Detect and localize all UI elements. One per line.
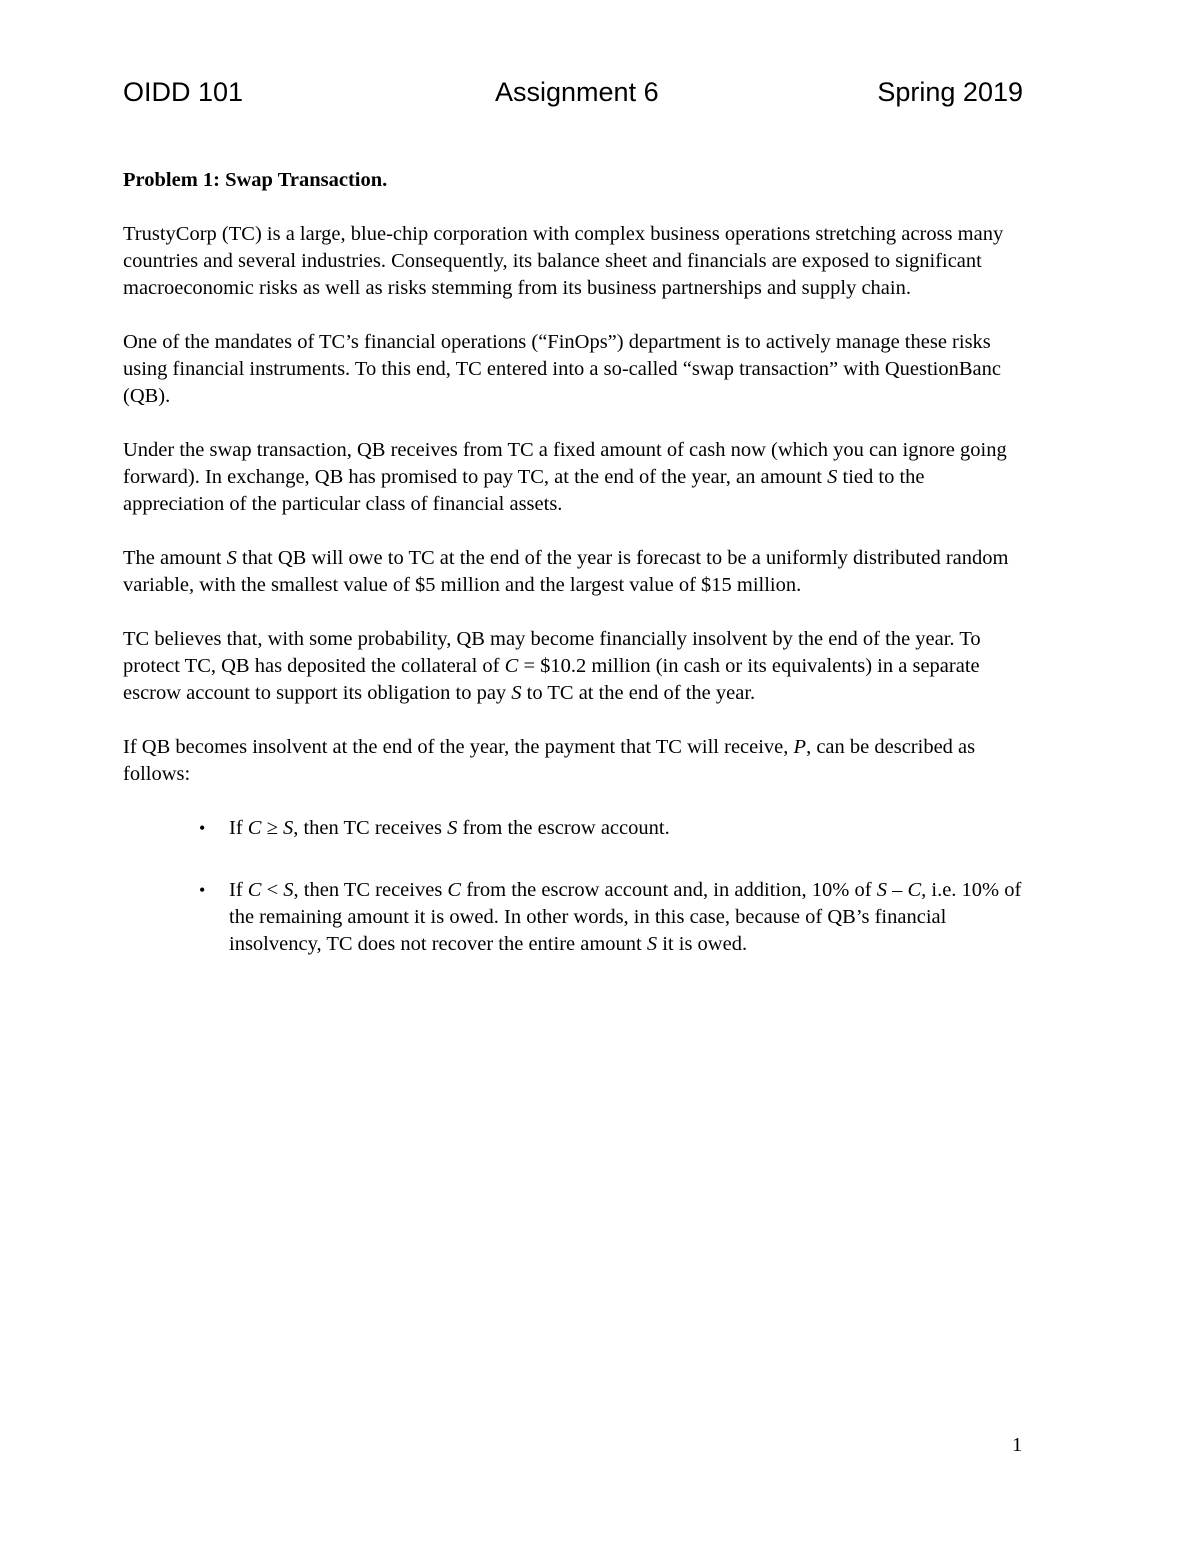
- variable-s: S: [646, 933, 658, 955]
- text-span: = $10.2 million (in cash or its equivalents) in a separate escrow account to support its obligation to pay: [123, 655, 980, 704]
- variable-s: S: [282, 817, 294, 839]
- variable-s: S: [447, 817, 458, 839]
- page-header: [123, 72, 1023, 112]
- variable-c: C: [504, 655, 519, 677]
- list-item-case-2: [199, 877, 1028, 958]
- text-span: , then TC receives: [293, 879, 448, 901]
- variable-c: C: [447, 879, 462, 901]
- text-span: from the escrow account.: [457, 817, 670, 839]
- text-span: it is owed.: [657, 933, 748, 955]
- bullet-icon: •: [199, 880, 206, 900]
- variable-c: C: [247, 817, 262, 839]
- variable-s: S: [283, 879, 294, 901]
- variable-p: P: [793, 736, 807, 758]
- variable-s: S: [511, 682, 522, 704]
- document-body: [123, 167, 1028, 993]
- text-span: The amount: [123, 547, 227, 569]
- text-span: , i.e. 10% of the remaining amount it is owed. In other words, in this case, because of QB’s financial insolvency, TC does not recover the entire amount: [229, 879, 1022, 955]
- text-span: from the escrow account and, in addition, 10% of: [461, 879, 877, 901]
- paragraph-mandate: One of the mandates of TC’s financial operations (“FinOps”) department is to actively manage these risks using financial instruments. To this end, TC entered into a so-called “swap transaction” with QuestionBanc (QB).: [123, 331, 1001, 407]
- operator: ≥: [261, 817, 283, 839]
- text-span: TC believes that, with some probability, QB may become financially insolvent by the end of the year. To protect TC, QB has deposited the collateral of: [123, 628, 981, 677]
- bullet-icon: •: [199, 818, 206, 838]
- text-span: If: [229, 879, 248, 901]
- list-item-case-1: [199, 815, 1028, 842]
- operator: <: [261, 879, 284, 901]
- text-span: that QB will owe to TC at the end of the year is forecast to be a uniformly distributed random variable, with the smallest value of $5 million and the largest value of $15 million.: [123, 547, 1009, 596]
- paragraph-insolvency: [123, 734, 1028, 788]
- text-span: Under the swap transaction, QB receives from TC a fixed amount of cash now (which you can ignore going forward). In exchange, QB has promised to pay TC, at the end of the year, an amount: [123, 439, 1007, 488]
- assignment-title: Assignment 6: [495, 77, 659, 107]
- paragraph-swap-terms: [123, 437, 1028, 518]
- text-span: If QB becomes insolvent at the end of the year, the payment that TC will receive,: [123, 736, 794, 758]
- paragraph-collateral: [123, 626, 1028, 707]
- paragraph-distribution: [123, 545, 1028, 599]
- operator: –: [886, 879, 908, 901]
- variable-s: S: [876, 879, 887, 901]
- variable-c: C: [247, 879, 262, 901]
- variable-c: C: [907, 879, 922, 901]
- course-code: OIDD 101: [123, 77, 244, 107]
- paragraph-intro: TrustyCorp (TC) is a large, blue-chip corporation with complex business operations stretching across many countries and several industries. Consequently, its balance sheet and financials are exposed to significant macroeconomic risks as well as risks stemming from its business partnerships and supply chain.: [123, 223, 1004, 299]
- text-span: If: [229, 817, 248, 839]
- problem-title: Problem 1: Swap Transaction.: [123, 169, 388, 191]
- text-span: tied to the appreciation of the particular class of financial assets.: [123, 466, 925, 515]
- text-span: to TC at the end of the year.: [521, 682, 756, 704]
- page-number: 1: [1012, 1434, 1023, 1456]
- payment-cases-list: [123, 815, 1028, 958]
- text-span: , can be described as follows:: [123, 736, 976, 785]
- term-label: Spring 2019: [877, 77, 1023, 107]
- variable-s: S: [226, 547, 237, 569]
- text-span: , then TC receives: [293, 817, 448, 839]
- variable-s: S: [827, 466, 838, 488]
